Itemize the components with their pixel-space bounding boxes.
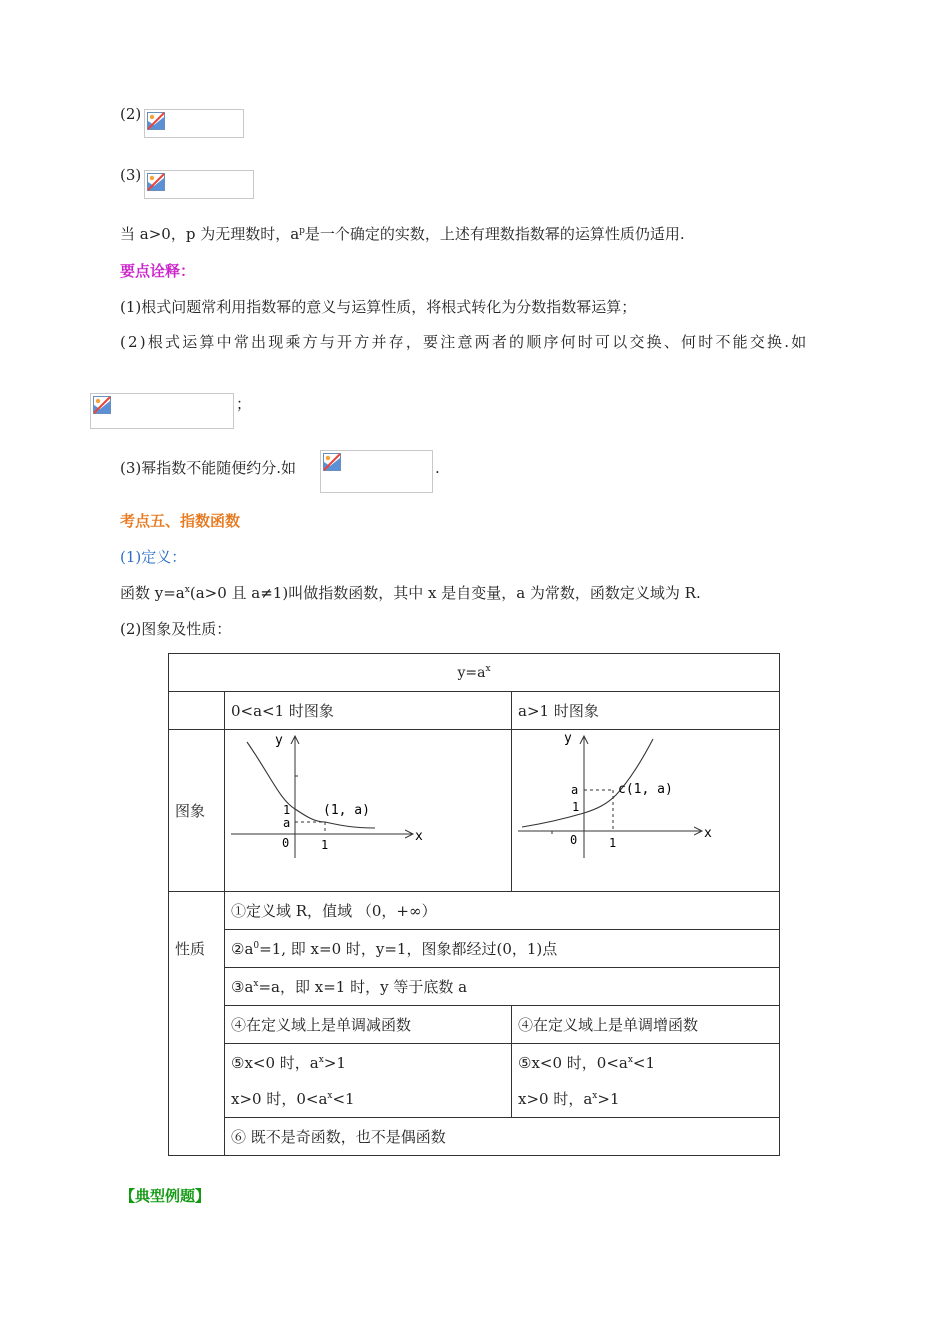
examples-heading: 【典型例题】	[120, 1187, 211, 1205]
formula-image-2	[144, 109, 244, 138]
graph-increasing-cell	[512, 730, 780, 892]
y-one-label: 1	[572, 800, 580, 814]
formula-image-3	[144, 170, 254, 199]
y-a-label: a	[571, 783, 579, 797]
col-header-increasing: a>1 时图象	[512, 692, 780, 730]
y-a-label: a	[283, 816, 291, 830]
origin-label: 0	[570, 833, 578, 847]
table-title: $y=a^x$	[169, 654, 780, 692]
x-one-label: 1	[609, 836, 617, 850]
graph-props-heading: (2)图象及性质：	[120, 620, 232, 638]
key-point-3: (3)幂指数不能随便约分.如	[120, 459, 297, 477]
y-one-label: 1	[283, 803, 291, 817]
prop-5-right: ⑤x<0 时，$0<a^x<1$ x>0 时，$a^x>1$	[512, 1044, 780, 1118]
key-point-1: (1)根式问题常利用指数幂的意义与运算性质，将根式转化为分数指数幂运算；	[120, 298, 637, 316]
exponential-function-table	[168, 653, 780, 1156]
key-point-2: (2)根式运算中常出现乘方与开方并存，要注意两者的顺序何时可以交换、何时不能交换.如	[120, 333, 809, 351]
origin-label: 0	[282, 836, 290, 850]
prop-6: ⑥ 既不是奇函数，也不是偶函数	[225, 1118, 780, 1156]
definition-heading: (1)定义：	[120, 548, 187, 566]
broken-image-icon	[93, 396, 111, 414]
prop-5-left: ⑤x<0 时，$a^x>1$ x>0 时，$0<a^x<1$	[225, 1044, 512, 1118]
broken-image-icon	[147, 112, 165, 130]
formula-image-4	[90, 393, 234, 429]
graph-decreasing-cell	[225, 730, 512, 892]
y-axis-label: y	[275, 733, 283, 748]
point-label: (1, a)	[323, 803, 370, 818]
formula-image-5	[320, 450, 433, 493]
y-axis-label: y	[564, 731, 572, 746]
row-label-props: 性质	[169, 892, 225, 1156]
prop-2: $②a^0=1$, 即 x=0 时，y=1，图象都经过(0，1)点	[225, 930, 780, 968]
prop-4-left: ④在定义域上是单调减函数	[225, 1006, 512, 1044]
col-header-decreasing: 0<a<1 时图象	[225, 692, 512, 730]
item3-label: (3)	[120, 166, 142, 184]
irrational-exponent-note: 当 a>0，p 为无理数时，$a^p$是一个确定的实数，上述有理数指数幂的运算性质仍适用.	[120, 225, 685, 243]
x-axis-label: x	[704, 826, 712, 841]
prop-1: ①定义域 R，值域 （0，+∞）	[225, 892, 780, 930]
item2-label: (2)	[120, 105, 142, 123]
broken-image-icon	[147, 173, 165, 191]
prop-3: $③a^x=a$，即 x=1 时，y 等于底数 a	[225, 968, 780, 1006]
graph-decreasing	[225, 730, 511, 891]
x-axis-label: x	[415, 829, 423, 844]
row-label-graph: 图象	[169, 730, 225, 892]
key-points-heading: 要点诠释：	[120, 262, 196, 280]
x-one-label: 1	[321, 838, 329, 852]
key-point-3-tail: .	[435, 459, 440, 477]
graph-increasing	[512, 730, 779, 891]
definition-text: 函数 $y=a^x(a>0$ 且 a≠1)叫做指数函数，其中 x 是自变量，a 为常数，函数定义域为 R.	[120, 584, 701, 602]
broken-image-icon	[323, 453, 341, 471]
prop-4-right: ④在定义域上是单调增函数	[512, 1006, 780, 1044]
key-point-2-tail: ；	[236, 395, 252, 413]
point-label: c(1, a)	[618, 782, 673, 797]
section-heading: 考点五、指数函数	[120, 512, 241, 530]
blank-cell	[169, 692, 225, 730]
